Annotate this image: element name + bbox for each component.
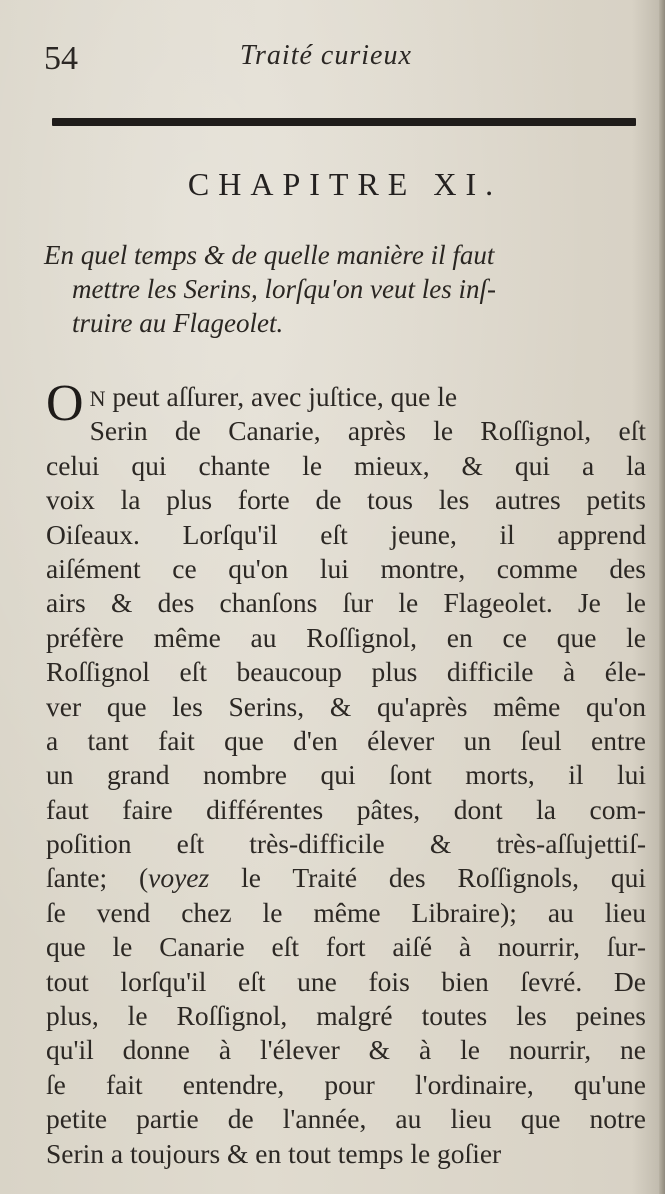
page-number: 54 [44,40,78,77]
text-line: petite partie de l'année, au lieu que notre [46,1103,646,1135]
subtitle-line: En quel temps & de quelle manière il faut [44,240,495,270]
text-line: celui qui chante le mieux, & qui a la [46,449,646,481]
chapter-subtitle [44,238,644,340]
text-segment: ſante; ( [46,862,149,894]
text-line: a tant fait que d'en élever un ſeul entre [46,724,646,756]
text-line: un grand nombre qui ſont morts, il lui [46,759,646,791]
subtitle-line: truire au Flageolet. [72,308,284,338]
running-title: Traité curieux [240,40,412,71]
text-line-rest: peut aſſurer, avec juſtice, que le [105,381,458,412]
text-line: Serin de Canarie, après le Roſſignol, eſt [89,415,646,447]
subtitle-line: mettre les Serins, lorſqu'on veut les inſ- [72,274,496,304]
text-line: ſe fait entendre, pour l'ordinaire, qu'une [46,1068,646,1100]
text-line: voix la plus forte de tous les autres petits [46,484,646,516]
text-line: ver que les Serins, & qu'après même qu'on [46,690,646,722]
text-line: airs & des chanſons ſur le Flageolet. Je le [46,587,646,619]
text-line: aiſément ce qu'on lui montre, comme des [46,552,646,584]
voyez-italic: voyez [148,862,210,894]
chapter-heading: CHAPITRE XI. [187,166,503,202]
first-word-small-caps: N [89,386,106,411]
text-line: préfère même au Roſſignol, en ce que le [46,621,646,653]
text-line: qu'il donne à l'élever & à le nourrir, ne [46,1034,646,1066]
drop-cap: O [46,375,84,432]
text-line: tout lorſqu'il eſt une fois bien ſevré. De [46,965,646,997]
text-segment: le Traité des Roſſignols, qui [209,862,646,894]
text-line: poſition eſt très-difficile & très-aſſujettiſ- [46,828,646,860]
text-line: Serin a toujours & en tout temps le goſier [46,1137,502,1169]
text-line [46,380,646,414]
text-line: que le Canarie eſt fort aiſé à nourrir, ſur- [46,931,646,963]
text-line: plus, le Roſſignol, malgré toutes les peines [46,1000,646,1032]
text-line: ſe vend chez le même Libraire); au lieu [46,896,646,928]
text-line: Roſſignol eſt beaucoup plus difficile à éle- [46,656,646,688]
header-rule [52,118,636,126]
body-paragraph [46,375,646,1171]
text-line: faut faire différentes pâtes, dont la com- [46,793,646,825]
text-line [46,861,646,895]
text-line: Oiſeaux. Lorſqu'il eſt jeune, il apprend [46,518,646,550]
